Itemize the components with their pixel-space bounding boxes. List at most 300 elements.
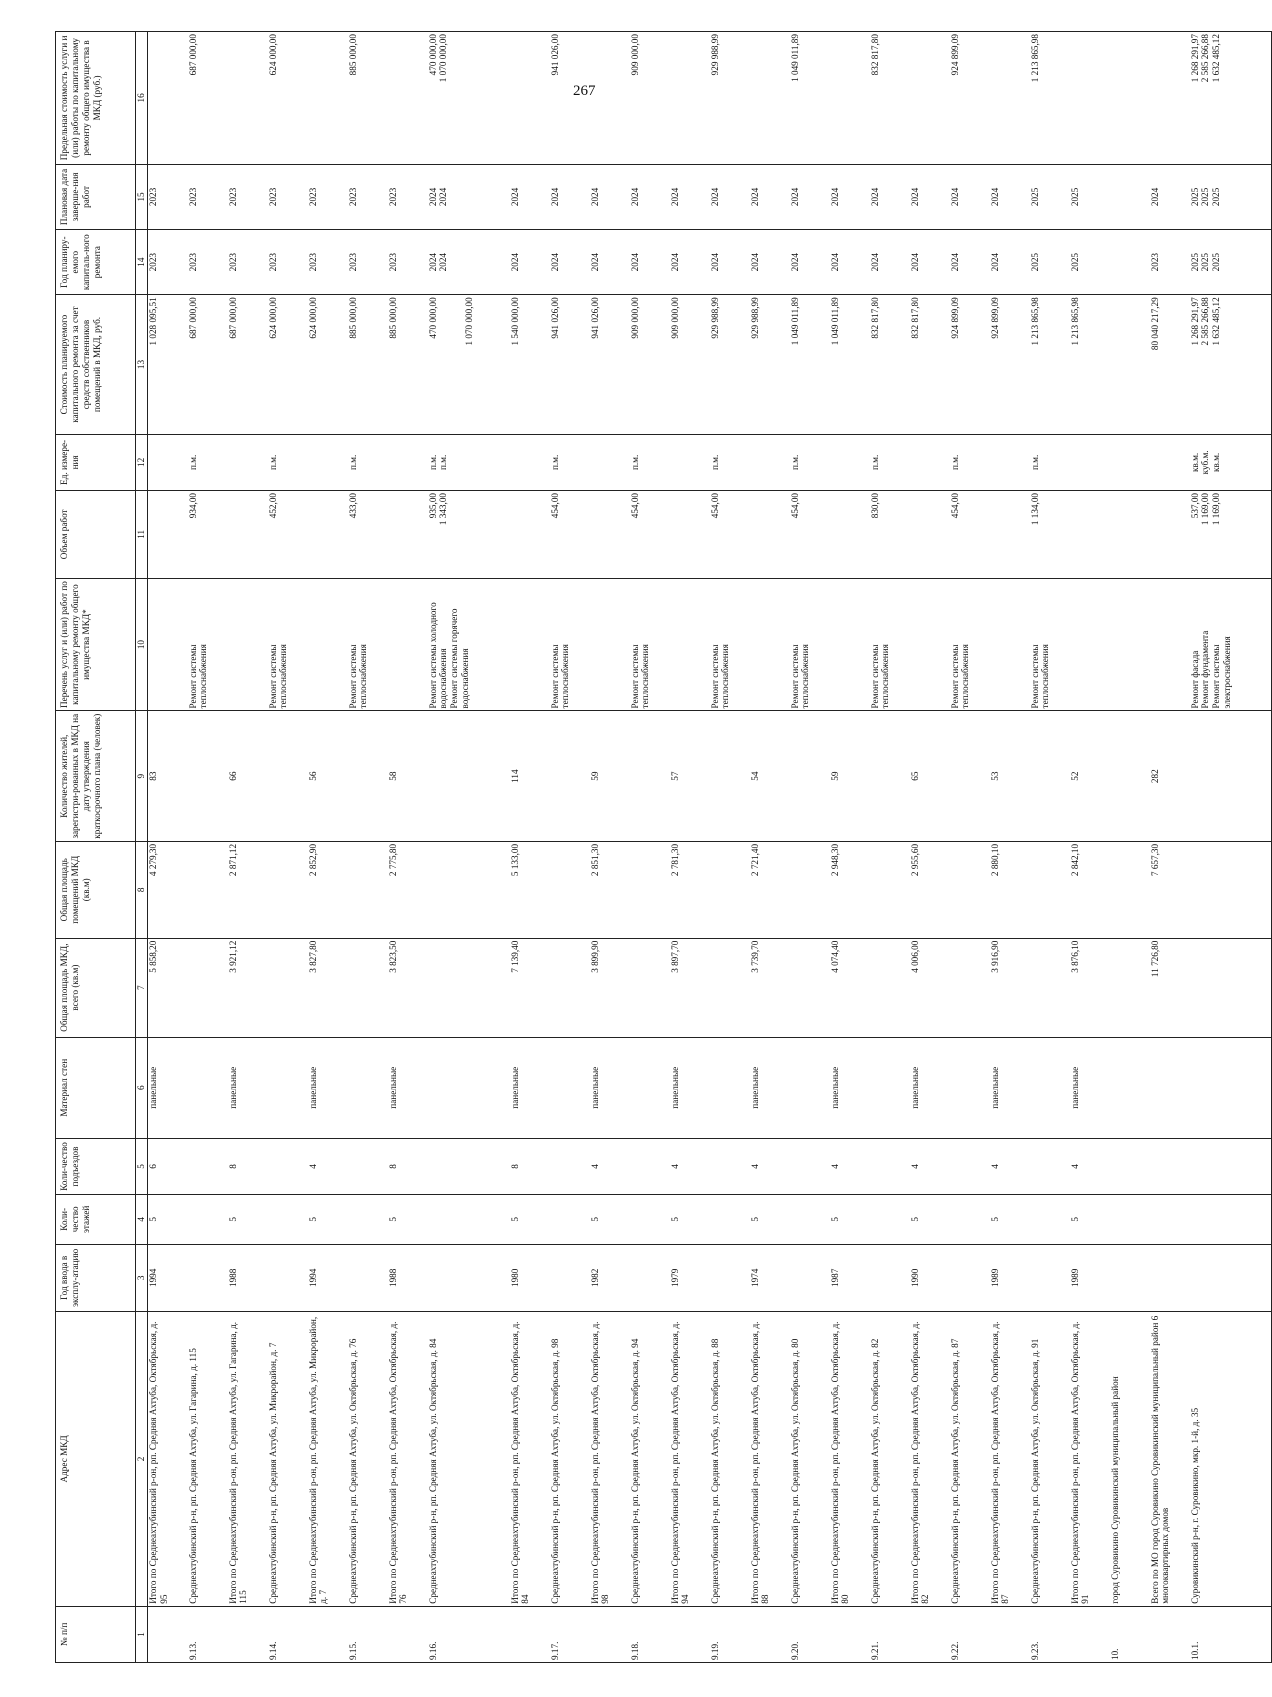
residents-cell: 282 [1150,711,1190,841]
row-number [910,1606,950,1662]
header-cell: Год планиру-емого капиталь-ного ремонта [56,230,136,295]
cost-cell [950,295,990,434]
unit-cell-item: п.м. [347,454,358,471]
work-item: Ремонт системы теплоснабжения [709,644,731,709]
completion-date-cell [308,164,348,229]
volume-cell-item: 454,00 [789,492,800,519]
address-cell: город Суровикино Суровикинский муниципальный район [1110,1312,1150,1607]
works-cell [1150,578,1190,711]
work-item: Ремонт системы теплоснабжения [1029,644,1051,709]
unit-cell [910,434,950,490]
entrances-cell [1190,1138,1272,1194]
plan-year-cell-item: 2023 [307,252,318,272]
header-cell: № п/п [56,1606,136,1662]
plan-year-cell [1190,230,1272,295]
unit-cell [1070,434,1110,490]
premises-area-cell [1110,841,1150,938]
premises-area-cell [550,841,590,938]
row-number [830,1606,870,1662]
table-row [268,32,308,1663]
total-area-cell [188,938,228,1037]
floors-cell: 5 [830,1195,870,1244]
unit-cell [428,434,510,490]
entrances-cell [428,1138,510,1194]
address-cell: Среднеахтубинский р-н, рп. Средняя Ахтуба, ул. Октябрьская, д. 82 [870,1312,910,1607]
table-body [148,32,1272,1663]
row-number: 9.16. [428,1606,510,1662]
cost-value: 624 000,00 [267,297,278,339]
limit-cost-cell [710,32,750,165]
limit-cost-cell [790,32,830,165]
volume-cell [870,490,910,578]
address-cell: Итого по Среднеахтубинский р-он, рп. Средняя Ахтуба, ул. Микрорайон, д. 7 [308,1312,348,1607]
cost-cell [308,295,348,434]
completion-date-cell-item: 2024 [589,187,600,207]
limit-cost-cell-item: 941 026,00 [549,34,560,76]
completion-date-cell-item: 2024 [949,187,960,207]
floors-cell [1150,1195,1190,1244]
residents-cell: 59 [590,711,630,841]
limit-cost-cell [388,32,428,165]
volume-cell [428,490,510,578]
cost-value: 687 000,00 [187,297,198,339]
cost-value: 929 988,99 [709,297,720,339]
cost-cell [1110,295,1150,434]
limit-cost-cell [188,32,228,165]
work-item: Ремонт системы теплоснабжения [789,644,811,709]
unit-cell [1110,434,1150,490]
wall-material-cell: панельные [910,1037,950,1138]
floors-cell [790,1195,830,1244]
total-area-cell: 5 858,20 [148,938,188,1037]
volume-cell [308,490,348,578]
unit-cell-item: п.м. [949,454,960,471]
cost-value: 941 026,00 [549,297,560,339]
column-number-row [136,32,148,1663]
table-row [1110,32,1150,1663]
floors-cell [188,1195,228,1244]
limit-cost-cell-item: 924 899,09 [949,34,960,76]
completion-date-cell-item: 2023 [267,187,278,207]
row-number [670,1606,710,1662]
premises-area-cell: 4 279,30 [148,841,188,938]
limit-cost-cell [308,32,348,165]
row-number: 9.20. [790,1606,830,1662]
address-cell: Итого по Среднеахтубинский р-он, рп. Средняя Ахтуба, ул. Гагарина, д. 115 [228,1312,268,1607]
completion-date-cell-item: 2024 [709,187,720,207]
entrances-cell: 4 [1070,1138,1110,1194]
volume-cell [590,490,630,578]
unit-cell [1030,434,1070,490]
premises-area-cell [630,841,670,938]
volume-cell [148,490,188,578]
residents-cell: 114 [510,711,550,841]
entrances-cell: 4 [590,1138,630,1194]
wall-material-cell: панельные [510,1037,550,1138]
work-item: Ремонт системы теплоснабжения [869,644,891,709]
address-cell: Суровикинский р-н, г. Суровикино, мкр. 1-й, д. 35 [1190,1312,1272,1607]
unit-cell [268,434,308,490]
entrances-cell: 4 [830,1138,870,1194]
total-area-cell [348,938,388,1037]
header-cell: Год ввода в эксплу-атацию [56,1244,136,1311]
row-number [1150,1606,1190,1662]
cost-cell [710,295,750,434]
residents-cell [790,711,830,841]
table-row [308,32,348,1663]
residents-cell: 54 [750,711,790,841]
unit-cell [950,434,990,490]
header-row [56,32,136,1663]
limit-cost-cell [1110,32,1150,165]
plan-year-cell [750,230,790,295]
works-cell [790,578,830,711]
address-cell: Среднеахтубинский р-н, рп. Средняя Ахтуба, ул. Октябрьская, д. 94 [630,1312,670,1607]
floors-cell [348,1195,388,1244]
column-number: 2 [136,1312,148,1607]
cost-cell [1190,295,1272,434]
commission-year-cell: 1990 [910,1244,950,1311]
works-cell [510,578,550,711]
unit-cell [670,434,710,490]
volume-cell [630,490,670,578]
cost-value: 1 049 011,89 [829,297,840,346]
unit-cell [790,434,830,490]
total-area-cell: 3 916,90 [990,938,1030,1037]
header-cell: Плановая дата заверше-ния работ [56,164,136,229]
residents-cell [1030,711,1070,841]
entrances-cell: 4 [308,1138,348,1194]
cost-value: 909 000,00 [629,297,640,339]
cost-value: 832 817,80 [869,297,880,339]
unit-cell-item: п.м. [629,454,640,471]
completion-date-cell [950,164,990,229]
plan-year-cell [428,230,510,295]
unit-cell-item: кв.м. [1211,452,1222,472]
limit-cost-cell [348,32,388,165]
works-cell [630,578,670,711]
residents-cell [268,711,308,841]
wall-material-cell [188,1037,228,1138]
plan-year-cell-item: 2023 [387,252,398,272]
cost-value: 941 026,00 [589,297,600,339]
completion-date-cell-item: 2025 [1211,187,1222,207]
wall-material-cell [1110,1037,1150,1138]
plan-year-cell [388,230,428,295]
premises-area-cell: 2 955,60 [910,841,950,938]
total-area-cell: 3 739,70 [750,938,790,1037]
volume-cell [990,490,1030,578]
volume-cell [1110,490,1150,578]
cost-cell [990,295,1030,434]
cost-value: 1 632 485,12 [1211,297,1222,346]
limit-cost-cell-item: 832 817,80 [869,34,880,76]
cost-cell [750,295,790,434]
limit-cost-cell-item: 1 049 011,89 [789,34,800,82]
rotated-table-container [55,31,1233,1663]
completion-date-cell [670,164,710,229]
address-cell: Итого по Среднеахтубинский р-он, рп. Средняя Ахтуба, Октябрьская, д. 95 [148,1312,188,1607]
wall-material-cell: панельные [750,1037,790,1138]
table-row [990,32,1030,1663]
premises-area-cell: 2 871,12 [228,841,268,938]
wall-material-cell [1190,1037,1272,1138]
cost-cell [1070,295,1110,434]
cost-value: 924 899,09 [989,297,1000,339]
table-row [510,32,550,1663]
plan-year-cell-item: 2025 [1211,252,1222,272]
residents-cell [550,711,590,841]
limit-cost-cell-item: 687 000,00 [187,34,198,76]
plan-year-cell-item: 2024 [427,252,438,272]
limit-cost-cell [1070,32,1110,165]
column-number: 16 [136,32,148,165]
row-number: 9.18. [630,1606,670,1662]
completion-date-cell-item: 2025 [1029,187,1040,207]
completion-date-cell [228,164,268,229]
row-number [308,1606,348,1662]
wall-material-cell [710,1037,750,1138]
column-number: 13 [136,295,148,434]
total-area-cell [268,938,308,1037]
floors-cell: 5 [1070,1195,1110,1244]
works-cell [750,578,790,711]
plan-year-cell [1070,230,1110,295]
residents-cell [1190,711,1272,841]
row-number [148,1606,188,1662]
wall-material-cell [428,1037,510,1138]
completion-date-cell-item: 2024 [509,187,520,207]
volume-cell-item: 934,00 [187,492,198,519]
volume-cell-item: 1 134,00 [1029,492,1040,526]
work-item: Ремонт системы холодного водоснабжения [427,602,449,709]
unit-cell [590,434,630,490]
plan-year-cell-item: 2024 [789,252,800,272]
table-row [1190,32,1272,1663]
table-row [590,32,630,1663]
unit-cell-item: п.м. [187,454,198,471]
total-area-cell [950,938,990,1037]
completion-date-cell [870,164,910,229]
completion-date-cell-item: 2023 [227,187,238,207]
header-cell: Коли-чество этажей [56,1195,136,1244]
column-number: 15 [136,164,148,229]
plan-year-cell-item: 2024 [909,252,920,272]
volume-cell [910,490,950,578]
floors-cell: 5 [670,1195,710,1244]
plan-year-cell-item: 2023 [1149,252,1160,272]
plan-year-cell-item: 2024 [509,252,520,272]
unit-cell [1150,434,1190,490]
floors-cell [1030,1195,1070,1244]
table-row [388,32,428,1663]
completion-date-cell [510,164,550,229]
entrances-cell [870,1138,910,1194]
premises-area-cell [1190,841,1272,938]
address-cell: Итого по Среднеахтубинский р-он, рп. Средняя Ахтуба, Октябрьская, д. 88 [750,1312,790,1607]
plan-year-cell [148,230,188,295]
completion-date-cell-item: 2024 [629,187,640,207]
completion-date-cell-item: 2023 [307,187,318,207]
works-cell [388,578,428,711]
completion-date-cell-item: 2024 [869,187,880,207]
residents-cell: 52 [1070,711,1110,841]
address-cell: Среднеахтубинский р-н, рп. Средняя Ахтуба, ул. Октябрьская, д. 91 [1030,1312,1070,1607]
wall-material-cell: панельные [388,1037,428,1138]
table-row [1070,32,1110,1663]
completion-date-cell-item: 2023 [387,187,398,207]
entrances-cell [630,1138,670,1194]
column-number: 10 [136,578,148,711]
floors-cell [1110,1195,1150,1244]
address-cell: Итого по Среднеахтубинский р-он, рп. Средняя Ахтуба, Октябрьская, д. 98 [590,1312,630,1607]
residents-cell [710,711,750,841]
completion-date-cell-item: 2024 [1149,187,1160,207]
commission-year-cell [790,1244,830,1311]
table-row [228,32,268,1663]
residents-cell: 66 [228,711,268,841]
header-cell: Материал стен [56,1037,136,1138]
limit-cost-cell [148,32,188,165]
commission-year-cell [428,1244,510,1311]
volume-cell-item: 452,00 [267,492,278,519]
plan-year-cell [188,230,228,295]
residents-cell: 65 [910,711,950,841]
header-cell: Коли-чество подъездов [56,1138,136,1194]
floors-cell: 5 [590,1195,630,1244]
premises-area-cell [870,841,910,938]
address-cell: Итого по Среднеахтубинский р-он, рп. Средняя Ахтуба, Октябрьская, д. 84 [510,1312,550,1607]
completion-date-cell-item: 2024 [669,187,680,207]
commission-year-cell [550,1244,590,1311]
residents-cell [428,711,510,841]
completion-date-cell [550,164,590,229]
floors-cell: 5 [148,1195,188,1244]
works-cell [148,578,188,711]
table-row [1030,32,1070,1663]
floors-cell: 5 [228,1195,268,1244]
entrances-cell [268,1138,308,1194]
limit-cost-cell [1190,32,1272,165]
residents-cell [1110,711,1150,841]
entrances-cell [790,1138,830,1194]
wall-material-cell [950,1037,990,1138]
commission-year-cell [710,1244,750,1311]
header-cell: Ед. измере-ния [56,434,136,490]
plan-year-cell [670,230,710,295]
work-item: Ремонт фасада [1189,650,1200,709]
unit-cell [228,434,268,490]
total-area-cell [710,938,750,1037]
plan-year-cell [1110,230,1150,295]
plan-year-cell-item: 2024 [589,252,600,272]
volume-cell [388,490,428,578]
table-row [550,32,590,1663]
wall-material-cell: панельные [228,1037,268,1138]
column-number: 8 [136,841,148,938]
commission-year-cell: 1988 [388,1244,428,1311]
cost-cell [790,295,830,434]
total-area-cell: 3 823,50 [388,938,428,1037]
cost-value: 885 000,00 [387,297,398,339]
cost-value: 1 049 011,89 [789,297,800,346]
total-area-cell: 3 876,10 [1070,938,1110,1037]
table-row [670,32,710,1663]
entrances-cell: 8 [388,1138,428,1194]
unit-cell [388,434,428,490]
wall-material-cell: панельные [1070,1037,1110,1138]
premises-area-cell: 2 851,30 [590,841,630,938]
volume-cell [1030,490,1070,578]
completion-date-cell-item: 2024 [829,187,840,207]
commission-year-cell: 1980 [510,1244,550,1311]
floors-cell [428,1195,510,1244]
unit-cell [308,434,348,490]
residents-cell [188,711,228,841]
wall-material-cell [550,1037,590,1138]
wall-material-cell [870,1037,910,1138]
table-row [950,32,990,1663]
plan-year-cell [830,230,870,295]
wall-material-cell: панельные [830,1037,870,1138]
row-number: 10. [1110,1606,1150,1662]
table-row [148,32,188,1663]
unit-cell [510,434,550,490]
volume-cell [1070,490,1110,578]
plan-year-cell-item: 2025 [1069,252,1080,272]
column-number: 1 [136,1606,148,1662]
total-area-cell: 7 139,40 [510,938,550,1037]
plan-year-cell [910,230,950,295]
premises-area-cell [710,841,750,938]
residents-cell [630,711,670,841]
plan-year-cell [348,230,388,295]
address-cell: Среднеахтубинский р-н, рп. Средняя Ахтуба, ул. Октябрьская, д. 76 [348,1312,388,1607]
table-row [790,32,830,1663]
cost-value: 2 585 266,88 [1200,297,1211,346]
cost-value: 80 040 217,29 [1149,297,1160,351]
row-number: 9.22. [950,1606,990,1662]
unit-cell-item: п.м. [267,454,278,471]
address-cell: Среднеахтубинский р-н, рп. Средняя Ахтуба, ул. Октябрьская, д. 87 [950,1312,990,1607]
completion-date-cell-item: 2024 [749,187,760,207]
completion-date-cell [188,164,228,229]
row-number: 9.21. [870,1606,910,1662]
completion-date-cell [750,164,790,229]
total-area-cell [1030,938,1070,1037]
plan-year-cell-item: 2025 [1029,252,1040,272]
volume-cell-item: 1 343,00 [438,492,449,526]
residents-cell [950,711,990,841]
limit-cost-cell [750,32,790,165]
column-number: 3 [136,1244,148,1311]
entrances-cell: 4 [670,1138,710,1194]
volume-cell [710,490,750,578]
entrances-cell [1030,1138,1070,1194]
limit-cost-cell-item: 470 000,00 [427,34,438,76]
cost-cell [388,295,428,434]
address-cell: Среднеахтубинский р-н, рп. Средняя Ахтуба, ул. Октябрьская, д. 88 [710,1312,750,1607]
page-number: 267 [573,83,596,99]
completion-date-cell [268,164,308,229]
column-number: 4 [136,1195,148,1244]
cost-value: 624 000,00 [307,297,318,339]
volume-cell [228,490,268,578]
commission-year-cell: 1989 [990,1244,1030,1311]
premises-area-cell: 2 842,10 [1070,841,1110,938]
cost-value: 832 817,80 [909,297,920,339]
total-area-cell: 4 006,00 [910,938,950,1037]
